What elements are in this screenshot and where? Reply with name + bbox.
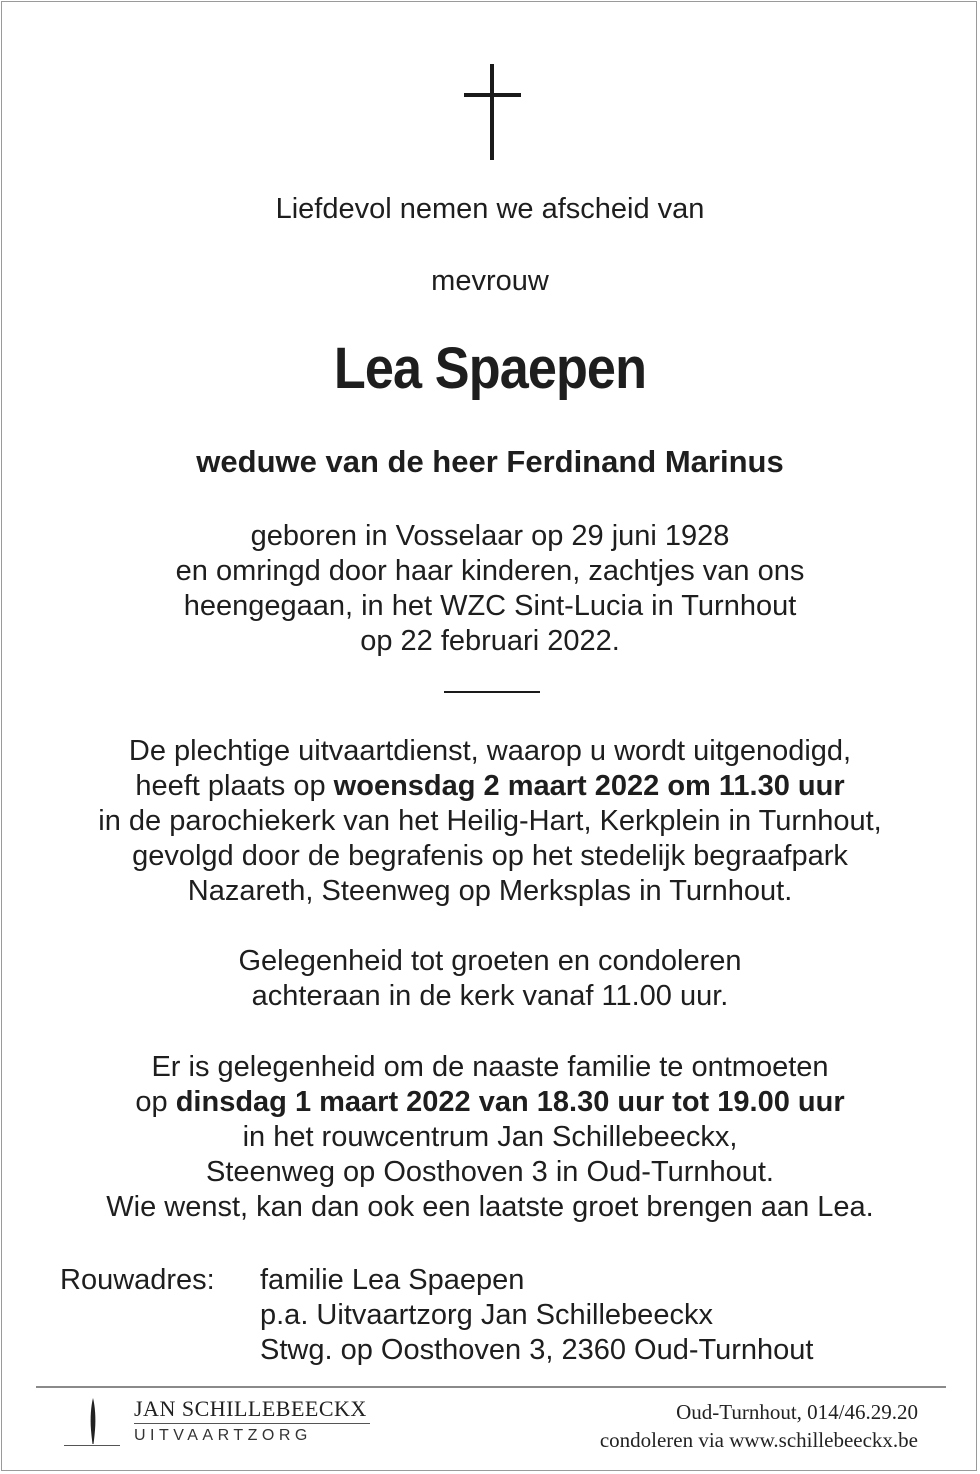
spouse-line: weduwe van de heer Ferdinand Marinus — [196, 444, 784, 479]
title-word: mevrouw — [431, 265, 549, 297]
contact-phone: Oud-Turnhout, 014/46.29.20 — [676, 1400, 918, 1424]
address-label: Rouwadres: — [60, 1264, 215, 1296]
service-line: Nazareth, Steenweg op Merksplas in Turnhout. — [187, 875, 793, 907]
birth-line: op 22 februari 2022. — [360, 625, 620, 657]
address-block — [260, 1263, 814, 1368]
condolence-line: achteraan in de kerk vanaf 11.00 uur. — [251, 980, 729, 1012]
condolence-line: Gelegenheid tot groeten en condoleren — [238, 945, 742, 977]
visitation-block — [2, 1050, 978, 1225]
address-line: Stwg. op Oosthoven 3, 2360 Oud-Turnhout — [260, 1334, 814, 1366]
cypress-tree-icon — [88, 1398, 98, 1446]
intro-text: Liefdevol nemen we afscheid van — [275, 193, 705, 225]
condolence-block — [2, 944, 978, 1014]
brand-underline — [134, 1423, 370, 1424]
visitation-date-line: op dinsdag 1 maart 2022 van 18.30 uur tot 19.00 uur — [135, 1086, 845, 1118]
birth-line: en omringd door haar kinderen, zachtjes van ons — [175, 555, 805, 587]
logo-baseline — [64, 1445, 120, 1446]
visitation-line: Steenweg op Oosthoven 3 in Oud-Turnhout. — [205, 1156, 774, 1188]
birth-line: geboren in Vosselaar op 29 juni 1928 — [250, 520, 730, 552]
brand-subtitle: UITVAARTZORG — [134, 1427, 312, 1444]
address-line: p.a. Uitvaartzorg Jan Schillebeeckx — [260, 1299, 713, 1331]
obituary-card — [1, 1, 977, 1471]
birth-line: heengegaan, in het WZC Sint-Lucia in Turnhout — [183, 590, 797, 622]
deceased-name: Lea Spaepen — [333, 336, 647, 401]
visitation-line: in het rouwcentrum Jan Schillebeeckx, — [242, 1121, 738, 1153]
service-line: in de parochiekerk van het Heilig-Hart, Kerkplein in Turnhout, — [98, 805, 882, 837]
service-line: De plechtige uitvaartdienst, waarop u wordt uitgenodigd, — [128, 735, 852, 767]
service-date: woensdag 2 maart 2022 om 11.30 uur — [333, 770, 845, 802]
contact-block — [600, 1398, 918, 1454]
brand-name: JAN SCHILLEBEECKX — [134, 1396, 367, 1421]
birth-block — [2, 519, 978, 659]
service-block — [2, 734, 978, 909]
service-date-line: heeft plaats op woensdag 2 maart 2022 om 11.30 uur — [135, 770, 845, 802]
visitation-line: Er is gelegenheid om de naaste familie te ontmoeten — [151, 1051, 829, 1083]
address-line: familie Lea Spaepen — [260, 1264, 525, 1296]
service-line: gevolgd door de begrafenis op het stedelijk begraafpark — [132, 840, 848, 872]
divider — [444, 691, 540, 693]
footer-divider — [36, 1386, 946, 1388]
visitation-date: dinsdag 1 maart 2022 van 18.30 uur tot 19.00 uur — [175, 1086, 845, 1118]
visitation-line: Wie wenst, kan dan ook een laatste groet brengen aan Lea. — [106, 1191, 874, 1223]
contact-website[interactable]: condoleren via www.schillebeeckx.be — [599, 1428, 918, 1452]
